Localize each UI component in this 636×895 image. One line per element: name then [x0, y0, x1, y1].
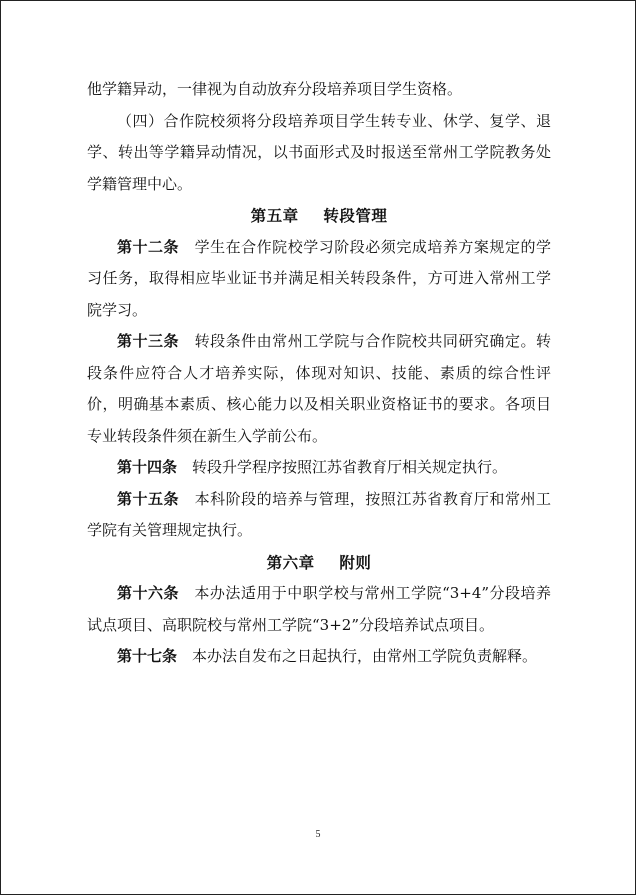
article-14: [87, 452, 551, 484]
article-15-label: 第十五条: [117, 489, 180, 508]
article-12: [87, 232, 551, 327]
article-17-text: 本办法自发布之日起执行，由常州工学院负责解释。: [192, 647, 538, 665]
article-12-text: 学生在合作院校学习阶段必须完成培养方案规定的学习任务，取得相应毕业证书并满足相关转段条件，方可进入常州工学院学习。: [87, 237, 551, 319]
article-16-text: 本办法适用于中职学校与常州工学院“3+4”分段培养试点项目、高职院校与常州工学院“3+2”分段培养试点项目。: [87, 584, 551, 634]
article-13-label: 第十三条: [117, 332, 180, 350]
chapter-6-title: 附则: [339, 552, 372, 572]
page-number: 5: [315, 829, 321, 840]
chapter-5-heading: [87, 200, 551, 232]
article-16-label: 第十六条: [117, 584, 179, 602]
article-16: [87, 578, 551, 641]
document-body: [87, 74, 551, 673]
article-13-text: 转段条件由常州工学院与合作院校共同研究确定。转段条件应符合人才培养实际，体现对知识、技能、素质的综合性评价，明确基本素质、核心能力以及相关职业资格证书的要求。各项目专业转段条件须在新生入学前公布。: [87, 332, 551, 445]
article-14-label: 第十四条: [117, 458, 178, 476]
article-15: [87, 484, 551, 547]
article-13: [87, 326, 551, 452]
article-14-text: 转段升学程序按照江苏省教育厅相关规定执行。: [192, 458, 508, 476]
article-15-text: 本科阶段的培养与管理，按照江苏省教育厅和常州工学院有关管理规定执行。: [87, 489, 551, 539]
chapter-5-title: 转段管理: [323, 206, 388, 225]
paragraph-continuation: 他学籍异动，一律视为自动放弃分段培养项目学生资格。: [87, 80, 463, 98]
article-12-label: 第十二条: [117, 237, 180, 256]
article-17: [87, 641, 551, 673]
chapter-6-number: 第六章: [266, 552, 315, 572]
paragraph-item-4: （四）合作院校须将分段培养项目学生转专业、休学、复学、退学、转出等学籍异动情况，以书面形式及时报送至常州工学院教务处学籍管理中心。: [87, 111, 551, 193]
chapter-5-number: 第五章: [250, 206, 299, 225]
chapter-6-heading: [87, 547, 551, 579]
article-17-label: 第十七条: [117, 647, 178, 665]
